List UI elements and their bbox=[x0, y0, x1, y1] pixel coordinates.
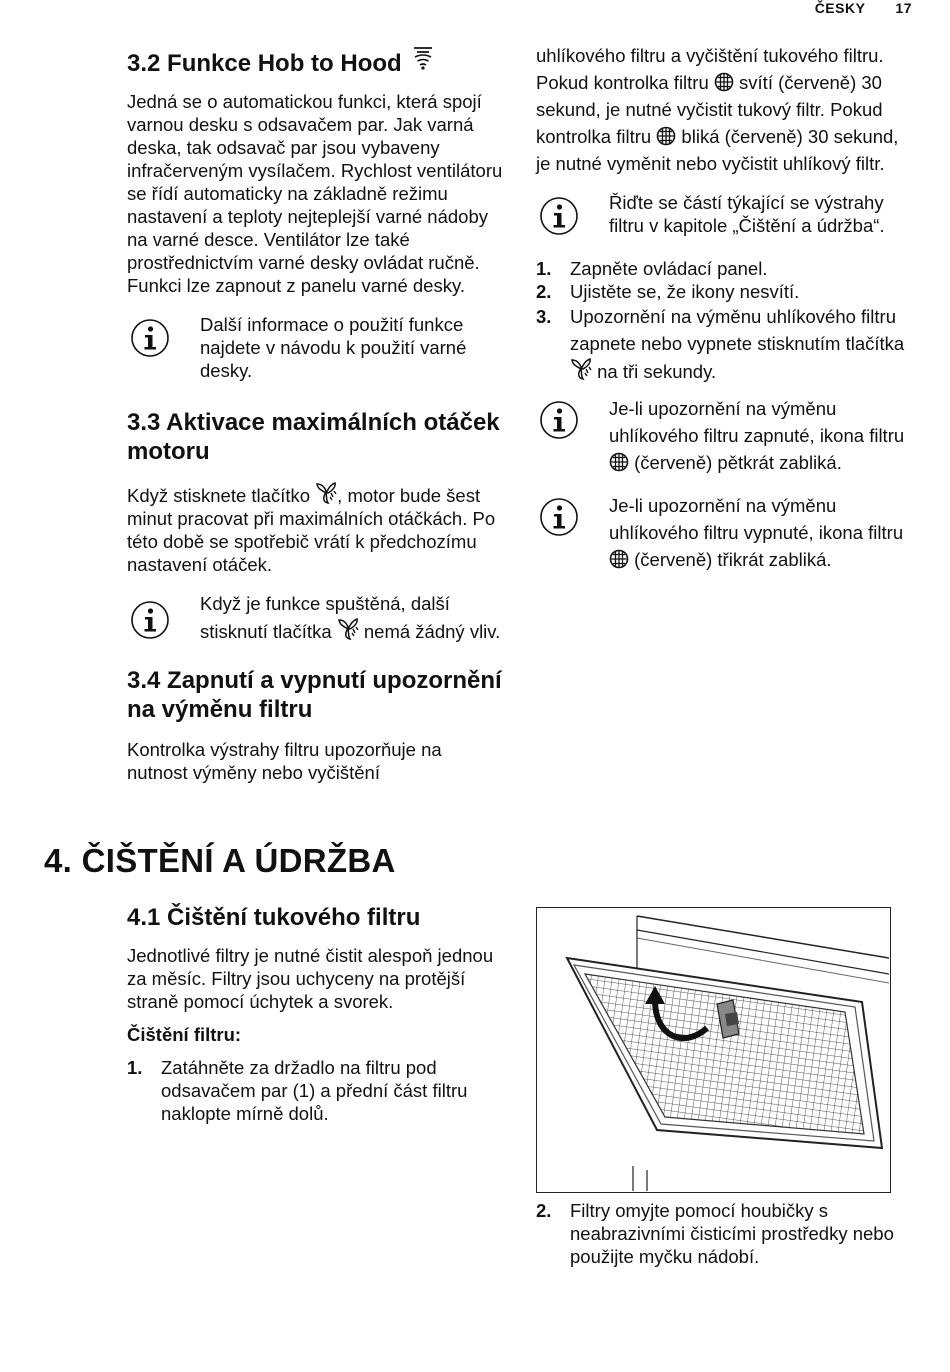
cleaning-subhead: Čištění filtru: bbox=[127, 1024, 242, 1045]
list-item: 2. Ujistěte se, že ikony nesvítí. bbox=[536, 281, 800, 302]
section-4-1-body: Jednotlivé filtry je nutné čistit alespoň jednou za měsíc. Filtry jsou uchyceny na protější straně pomocí úchytek a svorek. bbox=[127, 945, 494, 1012]
left-column bbox=[127, 46, 507, 784]
info-icon bbox=[539, 196, 579, 236]
list-item: 1. Zapněte ovládací panel. bbox=[536, 258, 768, 279]
note-boost bbox=[127, 590, 507, 645]
filter-icon bbox=[609, 549, 629, 569]
list-item: 2. Filtry omyjte pomocí houbičky s neabrazivními čisticími prostředky nebo použijte myčku nádobí. bbox=[536, 1200, 894, 1267]
section-4-1-title: 4.1 Čištění tukového filtru bbox=[127, 904, 421, 931]
fan-boost-icon bbox=[315, 481, 337, 505]
filter-icon bbox=[656, 126, 676, 146]
section-3-3-title: 3.3 Aktivace maximálních otáček motoru bbox=[127, 409, 500, 465]
fan-boost-icon bbox=[570, 357, 592, 381]
hob-to-hood-icon bbox=[412, 46, 434, 72]
page-header bbox=[815, 0, 912, 16]
section-3-2-body: Jedná se o automatickou funkci, která spojí varnou desku s odsavačem par. Jak varná deska, tak odsavač par jsou vybaveny infračerveným vysílačem. Rychlost ventilátoru se řídí automaticky na základně režimu nastavení a teploty nejteplejší varné nádoby na varné desce. Ventilátor lze také prostřednictvím varné desky ovládat ručně. Funkci lze zapnout z panelu varné desky. bbox=[127, 91, 503, 296]
header-language: ČESKY bbox=[814, 0, 866, 16]
note-alert-off bbox=[536, 492, 916, 573]
info-icon bbox=[130, 600, 170, 640]
note-text: Je-li upozornění na výměnu uhlíkového filtru zapnuté, ikona filtru (červeně) pětkrát zabliká. bbox=[609, 398, 905, 473]
page-number: 17 bbox=[895, 0, 912, 16]
note-alert-on bbox=[536, 395, 916, 476]
section-3-4-continued: uhlíkového filtru a vyčištění tukového filtru. Pokud kontrolka filtru svítí (červeně) 30 sekund, je nutné vyčistit tukový filtr. Pokud kontrolka filtru bliká (červeně) 30 sekund, je nutné vyměnit nebo vyčistit uhlíkový filtr. bbox=[536, 45, 899, 174]
section-4-1 bbox=[127, 903, 507, 1125]
note-hob-info bbox=[127, 313, 507, 382]
note-text: Když je funkce spuštěná, další stisknutí tlačítka nemá žádný vliv. bbox=[200, 593, 501, 642]
section-3-4-title: 3.4 Zapnutí a vypnutí upozornění na výměnu filtru bbox=[127, 667, 502, 723]
list-item: 1. Zatáhněte za držadlo na filtru pod odsavačem par (1) a přední část filtru naklopte mírně dolů. bbox=[127, 1057, 468, 1124]
section-3-2-title: 3.2 Funkce Hob to Hood bbox=[127, 46, 507, 78]
cleaning-steps-continued bbox=[536, 1199, 916, 1268]
filter-icon bbox=[609, 452, 629, 472]
info-icon bbox=[130, 318, 170, 358]
cleaning-step-2 bbox=[536, 1199, 916, 1268]
filter-icon bbox=[714, 72, 734, 92]
info-icon bbox=[539, 400, 579, 440]
note-text: Další informace o použití funkce najdete v návodu k použití varné desky. bbox=[200, 314, 467, 381]
note-text: Řiďte se částí týkající se výstrahy filtru v kapitole „Čištění a údržba“. bbox=[609, 192, 885, 236]
chapter-4-title: 4. ČIŠTĚNÍ A ÚDRŽBA bbox=[44, 842, 396, 879]
info-icon bbox=[539, 497, 579, 537]
cleaning-steps bbox=[127, 1056, 507, 1125]
filter-removal-illustration bbox=[536, 907, 891, 1193]
right-column bbox=[536, 42, 916, 573]
list-item: 3. Upozornění na výměnu uhlíkového filtru zapnete nebo vypnete stisknutím tlačítka na tři sekundy. bbox=[536, 306, 905, 382]
filter-alert-steps bbox=[536, 257, 916, 385]
note-filter-chapter bbox=[536, 191, 916, 237]
section-3-4-body: Kontrolka výstrahy filtru upozorňuje na nutnost výměny nebo vyčištění bbox=[127, 739, 442, 783]
note-text: Je-li upozornění na výměnu uhlíkového filtru vypnuté, ikona filtru (červeně) třikrát zabliká. bbox=[609, 495, 904, 570]
fan-boost-icon bbox=[337, 617, 359, 641]
section-3-3-body: Když stisknete tlačítko , motor bude šest minut pracovat při maximálních otáčkách. Po této době se spotřebič vrátí k předchozímu nastavení otáček. bbox=[127, 481, 507, 576]
